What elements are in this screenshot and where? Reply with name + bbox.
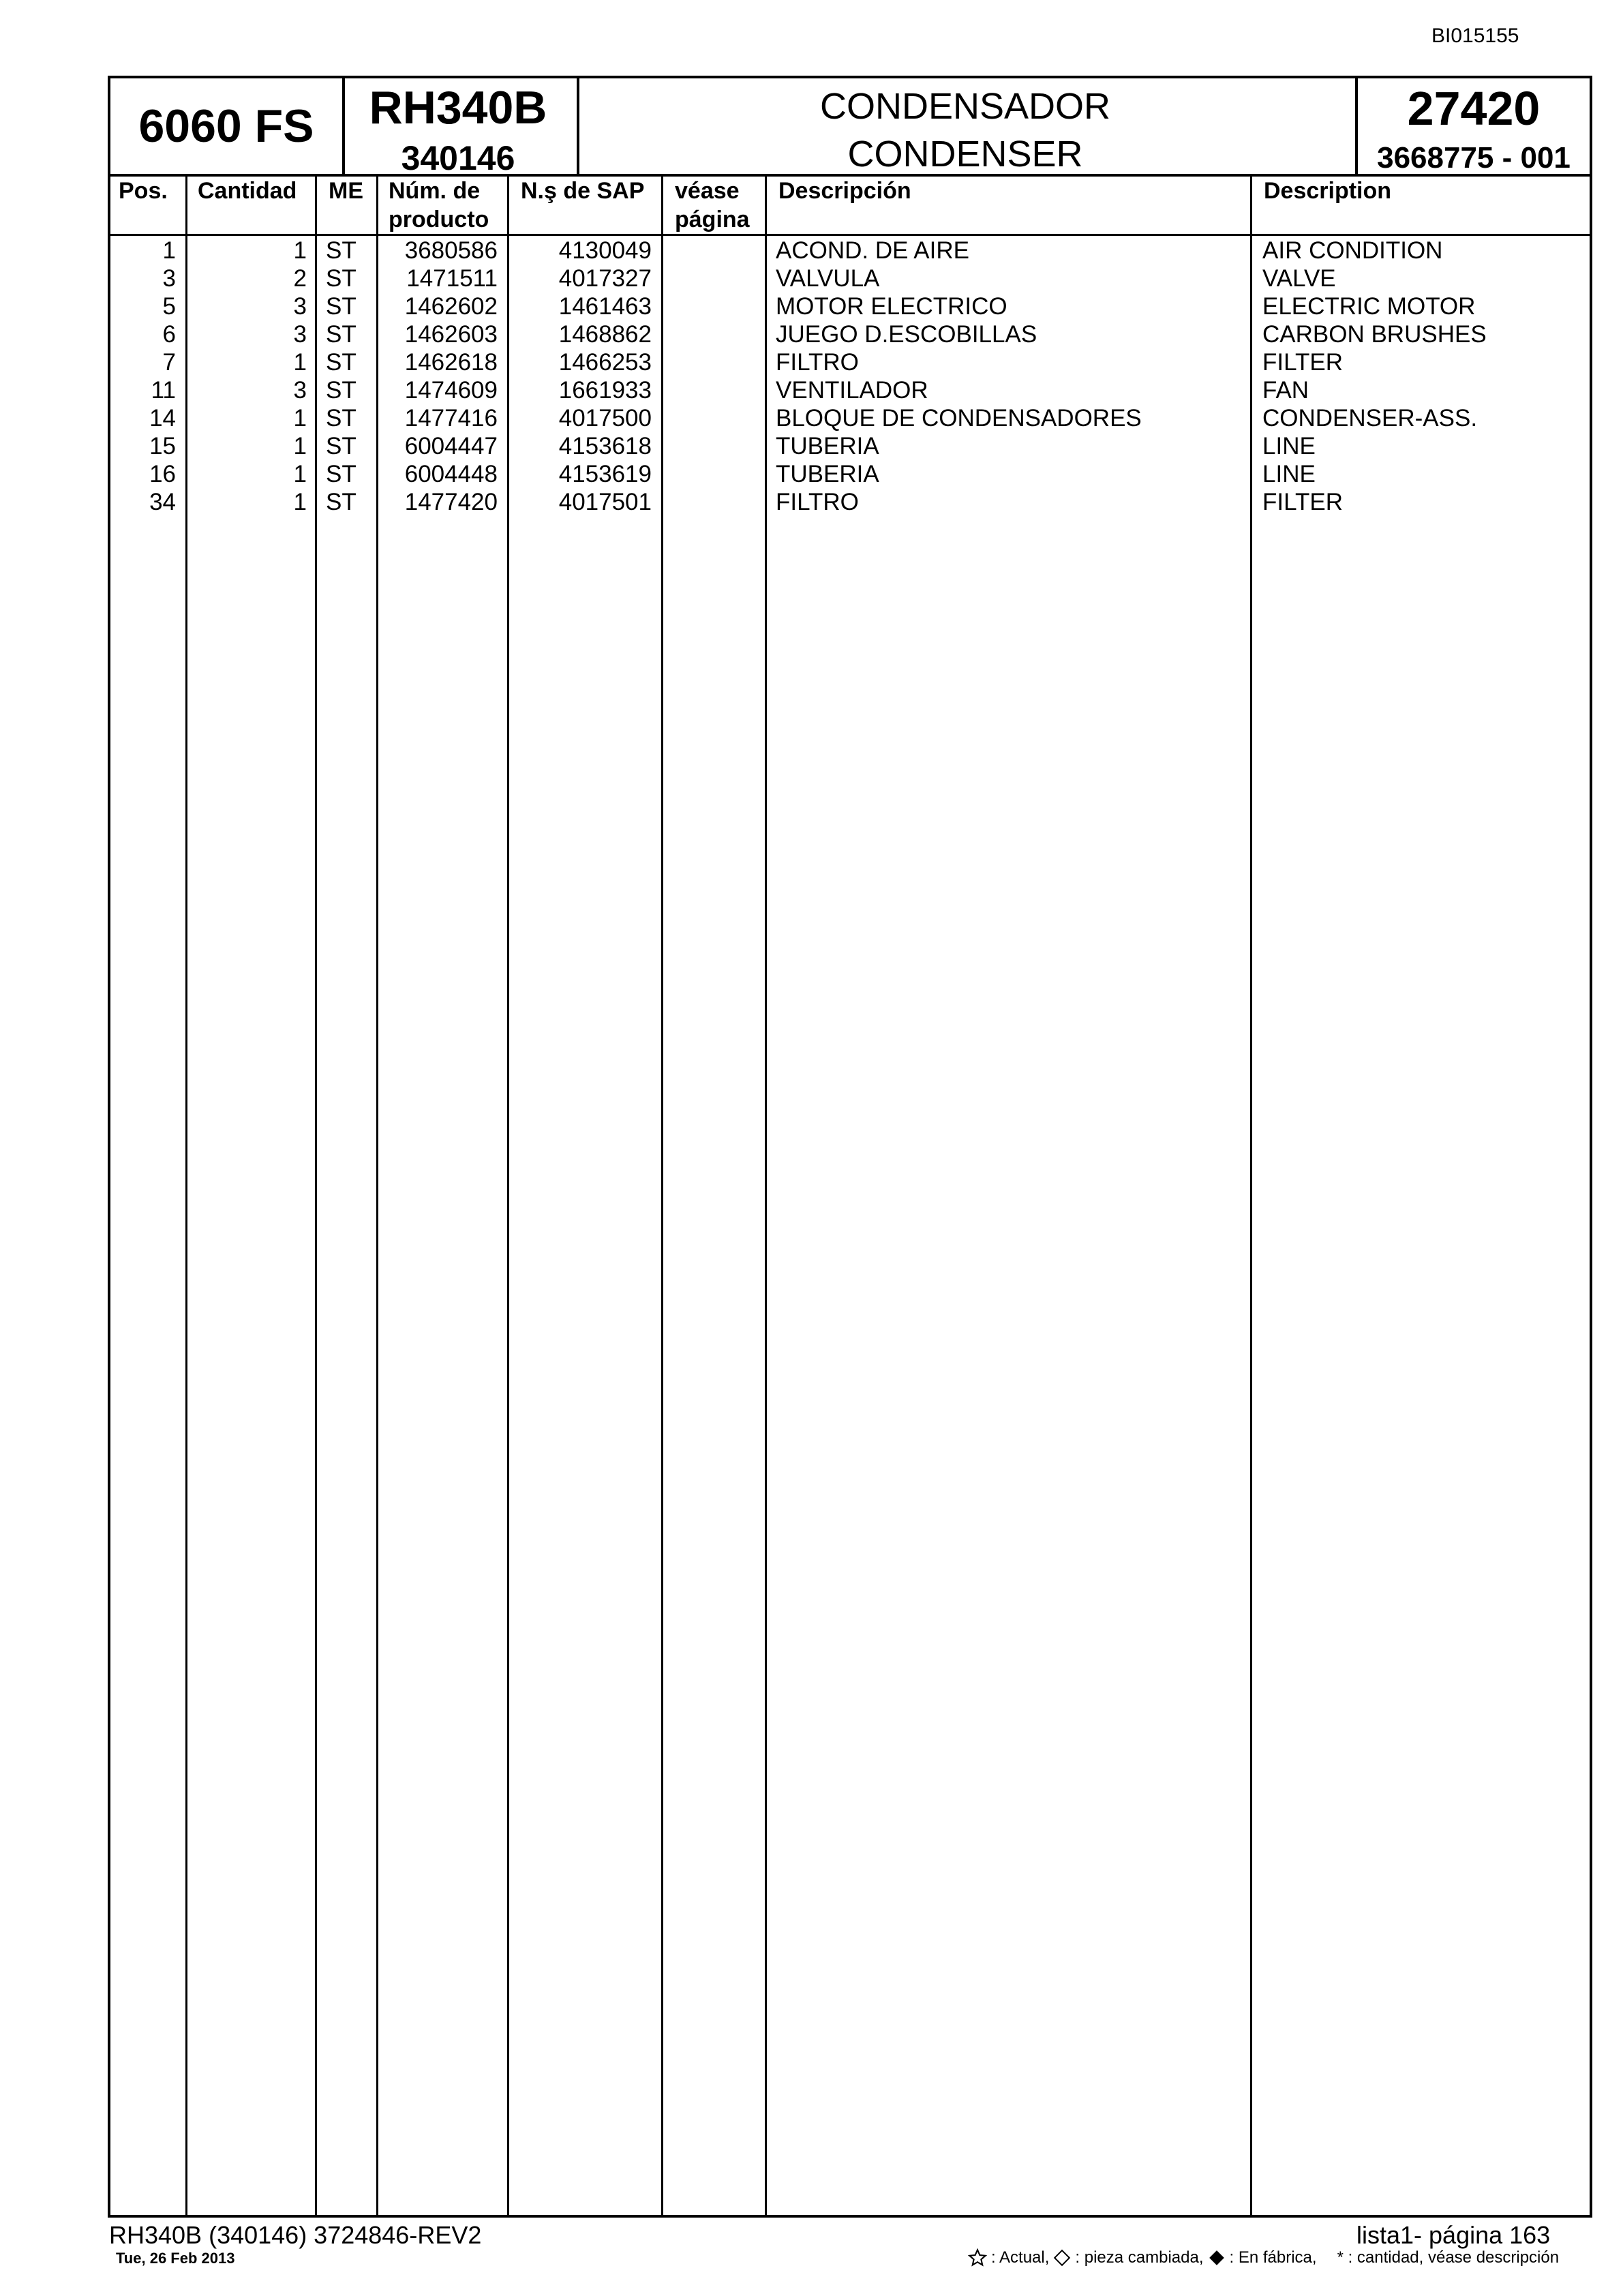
- row-product-number: 6004447: [404, 433, 498, 459]
- row-product-number: 3680586: [404, 237, 498, 264]
- row-descripcion: FILTRO: [776, 349, 859, 376]
- row-sap-number: 4017327: [558, 265, 652, 292]
- machine-number: 340146: [401, 139, 515, 177]
- row-descripcion: BLOQUE DE CONDENSADORES: [776, 405, 1142, 432]
- row-description: FILTER: [1262, 349, 1343, 376]
- row-pos: 6: [162, 321, 176, 348]
- row-qty: 3: [293, 377, 307, 404]
- row-me: ST: [326, 265, 357, 292]
- row-me: ST: [326, 405, 357, 432]
- col-header-me: ME: [329, 178, 363, 204]
- footer-document-reference: RH340B (340146) 3724846-REV2: [109, 2221, 482, 2249]
- row-qty: 3: [293, 293, 307, 320]
- row-sap-number: 4130049: [558, 237, 652, 264]
- row-description: FILTER: [1262, 489, 1343, 515]
- col-header-description: Description: [1264, 178, 1392, 204]
- row-descripcion: ACOND. DE AIRE: [776, 237, 969, 264]
- row-sap-number: 1461463: [558, 293, 652, 320]
- header-block: [108, 76, 1592, 177]
- row-pos: 14: [149, 405, 176, 432]
- row-descripcion: MOTOR ELECTRICO: [776, 293, 1007, 320]
- row-sap-number: 1466253: [558, 349, 652, 376]
- row-product-number: 1462603: [404, 321, 498, 348]
- row-me: ST: [326, 433, 357, 459]
- row-me: ST: [326, 237, 357, 264]
- row-qty: 3: [293, 321, 307, 348]
- part-number: 3668775 - 001: [1377, 141, 1571, 175]
- row-qty: 1: [293, 489, 307, 515]
- row-product-number: 1462602: [404, 293, 498, 320]
- machine-code: RH340B: [369, 82, 547, 134]
- figure-number: 27420: [1407, 82, 1541, 135]
- row-product-number: 1474609: [404, 377, 498, 404]
- row-product-number: 6004448: [404, 461, 498, 487]
- row-product-number: 1471511: [406, 265, 498, 292]
- star-outline-icon: [968, 2248, 987, 2267]
- row-pos: 5: [162, 293, 176, 320]
- col-header-num-producto-line2: producto: [389, 207, 489, 232]
- diamond-outline-icon: [1053, 2249, 1071, 2267]
- row-descripcion: TUBERIA: [776, 433, 879, 459]
- row-descripcion: VALVULA: [776, 265, 880, 292]
- row-description: AIR CONDITION: [1262, 237, 1443, 264]
- row-pos: 16: [149, 461, 176, 487]
- col-header-num-producto-line1: Núm. de: [389, 178, 481, 204]
- row-description: LINE: [1262, 433, 1316, 459]
- title-english: CONDENSER: [847, 134, 1083, 175]
- row-me: ST: [326, 377, 357, 404]
- row-sap-number: 1661933: [558, 377, 652, 404]
- col-header-num-producto: [389, 177, 489, 234]
- row-qty: 2: [293, 265, 307, 292]
- col-header-pos: Pos.: [119, 178, 168, 204]
- col-header-vease-line2: página: [675, 207, 750, 232]
- row-descripcion: FILTRO: [776, 489, 859, 515]
- row-pos: 7: [162, 349, 176, 376]
- row-me: ST: [326, 461, 357, 487]
- row-me: ST: [326, 489, 357, 515]
- row-sap-number: 4017501: [558, 489, 652, 515]
- footer-page-number: lista1- página 163: [1356, 2221, 1551, 2249]
- row-me: ST: [326, 321, 357, 348]
- col-header-sap: N.ş de SAP: [521, 178, 645, 204]
- row-qty: 1: [293, 349, 307, 376]
- legend-factory: : En fábrica,: [1229, 2248, 1317, 2267]
- row-pos: 3: [162, 265, 176, 292]
- row-descripcion: TUBERIA: [776, 461, 879, 487]
- col-header-vease-line1: véase: [675, 178, 740, 204]
- diamond-filled-icon: [1208, 2249, 1226, 2267]
- row-pos: 11: [151, 377, 176, 404]
- row-product-number: 1477420: [404, 489, 498, 515]
- row-descripcion: JUEGO D.ESCOBILLAS: [776, 321, 1037, 348]
- footer-date: Tue, 26 Feb 2013: [116, 2250, 235, 2267]
- row-description: VALVE: [1262, 265, 1336, 292]
- legend-actual: : Actual,: [991, 2248, 1050, 2267]
- model-name: 6060 FS: [138, 100, 314, 152]
- row-sap-number: 4153619: [558, 461, 652, 487]
- row-qty: 1: [293, 461, 307, 487]
- parts-table: [108, 174, 1592, 2218]
- row-pos: 15: [149, 433, 176, 459]
- row-sap-number: 4153618: [558, 433, 652, 459]
- legend-quantity: * : cantidad, véase descripción: [1337, 2248, 1560, 2267]
- row-qty: 1: [293, 237, 307, 264]
- row-qty: 1: [293, 433, 307, 459]
- col-header-cantidad: Cantidad: [198, 178, 297, 204]
- legend-changed: : pieza cambiada,: [1075, 2248, 1204, 2267]
- row-descripcion: VENTILADOR: [776, 377, 928, 404]
- row-sap-number: 4017500: [558, 405, 652, 432]
- row-product-number: 1477416: [404, 405, 498, 432]
- row-qty: 1: [293, 405, 307, 432]
- row-description: CONDENSER-ASS.: [1262, 405, 1478, 432]
- footer-legend: [968, 2248, 1559, 2267]
- row-description: FAN: [1262, 377, 1309, 404]
- row-me: ST: [326, 349, 357, 376]
- row-me: ST: [326, 293, 357, 320]
- row-sap-number: 1468862: [558, 321, 652, 348]
- col-header-vease: [675, 177, 750, 234]
- row-pos: 34: [149, 489, 176, 515]
- col-header-descripcion: Descripción: [778, 178, 911, 204]
- row-description: ELECTRIC MOTOR: [1262, 293, 1476, 320]
- row-description: CARBON BRUSHES: [1262, 321, 1487, 348]
- row-description: LINE: [1262, 461, 1316, 487]
- title-spanish: CONDENSADOR: [819, 86, 1111, 127]
- row-pos: 1: [162, 237, 176, 264]
- row-product-number: 1462618: [404, 349, 498, 376]
- document-id: BI015155: [1431, 25, 1519, 47]
